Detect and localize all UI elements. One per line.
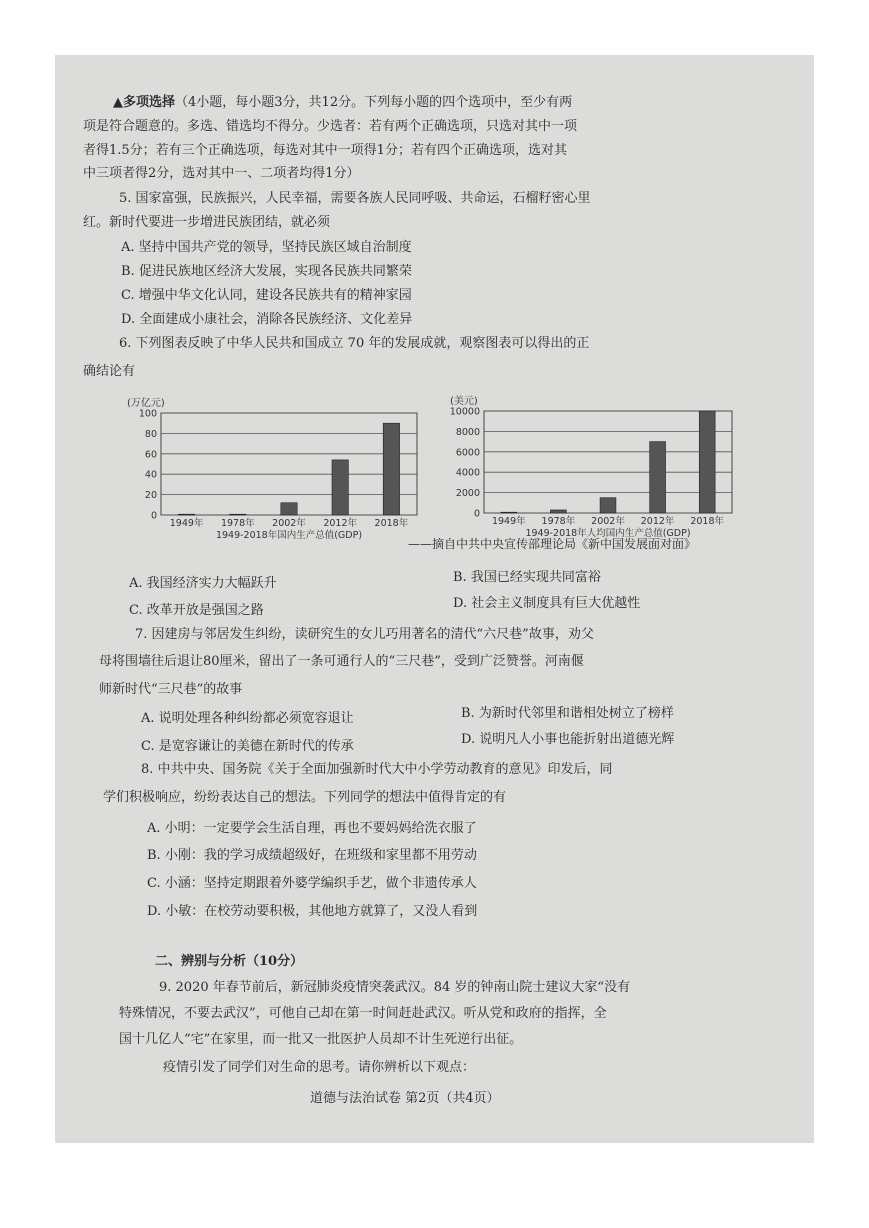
bar: [650, 442, 666, 513]
x-axis-label: 1949-2018年国内生产总值(GDP): [215, 530, 363, 541]
bar: [230, 514, 246, 515]
x-tick-label: 1949年: [491, 516, 526, 527]
y-tick-label: 100: [138, 408, 157, 420]
q6-option-c: C. 改革开放是强国之路: [129, 603, 264, 618]
q8-option-b: B. 小刚：我的学习成绩超级好，在班级和家里都不用劳动: [147, 848, 477, 863]
q7-option-d: D. 说明凡人小事也能折射出道德光辉: [461, 732, 675, 747]
q9-stem: 特殊情况，不要去武汉”，可他自己却在第一时间赶赴武汉。听从党和政府的指挥，全: [119, 1006, 607, 1021]
q6-stem: 6. 下列图表反映了中华人民共和国成立 70 年的发展成就，观察图表可以得出的正: [119, 336, 590, 351]
q6-option-b: B. 我国已经实现共同富裕: [453, 570, 601, 585]
x-tick-label: 2012年: [640, 516, 675, 527]
q7-option-c: C. 是宽容谦让的美德在新时代的传承: [141, 739, 354, 754]
bar: [383, 423, 399, 515]
gdp-chart: [123, 395, 423, 545]
section1-instruction: （4小题，每小题3分，共12分。下列每小题的四个选项中，至少有两: [175, 95, 573, 110]
q5-option-a: A. 坚持中国共产党的领导，坚持民族区域自治制度: [121, 240, 412, 255]
section1-instruction: 中三项者得2分，选对其中一、二项者均得1分）: [83, 166, 360, 181]
chart-unit-label: (美元): [450, 396, 478, 407]
q6-stem: 确结论有: [83, 364, 136, 379]
bar: [600, 498, 616, 513]
chart-unit-label: (万亿元): [127, 398, 165, 409]
section2-heading: 二、辨别与分析（10分）: [155, 954, 304, 969]
q8-option-c: C. 小涵：坚持定期跟着外婆学编织手艺，做个非遗传承人: [147, 876, 477, 891]
q9-prompt: 疫情引发了同学们对生命的思考。请你辨析以下观点：: [163, 1060, 476, 1075]
section1-heading: ▲多项选择: [113, 95, 175, 110]
q7-option-a: A. 说明处理各种纠纷都必须宽容退让: [141, 711, 354, 726]
y-tick-label: 8000: [455, 426, 480, 438]
y-tick-label: 4000: [455, 467, 480, 479]
q7-stem: 7. 因建房与邻居发生纠纷，读研究生的女儿巧用著名的清代“六尺巷”故事，劝父: [135, 627, 594, 642]
section1-instruction: 者得1.5分；若有三个正确选项，每选对其中一项得1分；若有四个正确选项，选对其: [83, 143, 567, 158]
section1-instruction: 项是符合题意的。多选、错选均不得分。少选者：若有两个正确选项，只选对其中一项: [83, 119, 578, 134]
x-tick-label: 2018年: [690, 516, 725, 527]
y-tick-label: 6000: [455, 447, 480, 459]
x-tick-label: 1978年: [220, 518, 255, 529]
y-tick-label: 0: [150, 510, 157, 522]
y-tick-label: 20: [144, 490, 157, 502]
q8-option-d: D. 小敏：在校劳动要积极，其他地方就算了，又没人看到: [147, 904, 478, 919]
bar: [550, 510, 566, 513]
q6-option-a: A. 我国经济实力大幅跃升: [129, 576, 277, 591]
x-tick-label: 1978年: [541, 516, 576, 527]
x-tick-label: 2018年: [374, 518, 409, 529]
q7-stem: 母将围墙往后退让80厘米，留出了一条可通行人的“三尺巷”，受到广泛赞誉。河南偃: [99, 654, 584, 669]
plot-frame: [161, 413, 417, 515]
y-tick-label: 40: [144, 469, 157, 481]
q5-option-b: B. 促进民族地区经济大发展，实现各民族共同繁荣: [121, 264, 412, 279]
exam-page: [55, 55, 814, 1143]
y-tick-label: 0: [473, 508, 480, 520]
q6-source: ——摘自中共中央宣传部理论局《新中国发展面对面》: [408, 537, 697, 551]
x-tick-label: 1949年: [169, 518, 204, 529]
x-axis-label: 1949-2018年人均国内生产总值(GDP): [525, 528, 691, 539]
x-tick-label: 2002年: [272, 518, 306, 529]
gdp-per-capita-chart: [438, 393, 738, 543]
bar: [332, 460, 348, 515]
q5-stem: 5. 国家富强，民族振兴，人民幸福，需要各族人民同呼吸、共命运，石榴籽密心里: [119, 191, 591, 206]
q5-option-d: D. 全面建成小康社会，消除各民族经济、文化差异: [121, 312, 413, 327]
q6-option-d: D. 社会主义制度具有巨大优越性: [453, 596, 641, 611]
q8-stem: 8. 中共中央、国务院《关于全面加强新时代大中小学劳动教育的意见》印发后，同: [141, 762, 613, 777]
page-footer: 道德与法治试卷 第2页（共4页）: [310, 1091, 500, 1106]
bar: [501, 512, 517, 513]
y-tick-label: 10000: [449, 406, 480, 418]
y-tick-label: 60: [144, 449, 157, 461]
q8-stem: 学们积极响应，纷纷表达自己的想法。下列同学的想法中值得肯定的有: [103, 790, 507, 805]
q8-option-a: A. 小明：一定要学会生活自理，再也不要妈妈给洗衣服了: [147, 821, 477, 836]
x-tick-label: 2002年: [591, 516, 625, 527]
q5-stem: 红。新时代要进一步增进民族团结，就必须: [83, 215, 331, 230]
bar: [178, 514, 194, 515]
q5-option-c: C. 增强中华文化认同，建设各民族共有的精神家园: [121, 288, 412, 303]
q7-option-b: B. 为新时代邻里和谐相处树立了榜样: [461, 706, 674, 721]
q9-stem: 9. 2020 年春节前后，新冠肺炎疫情突袭武汉。84 岁的钟南山院士建议大家“没有: [159, 980, 631, 995]
x-tick-label: 2012年: [323, 518, 358, 529]
q9-stem: 国十几亿人“宅”在家里，而一批又一批医护人员却不计生死逆行出征。: [119, 1032, 523, 1047]
q7-stem: 师新时代“三尺巷”的故事: [99, 682, 243, 697]
section1-line-1: [113, 94, 572, 112]
y-tick-label: 2000: [455, 488, 480, 500]
y-tick-label: 80: [144, 428, 157, 440]
bar: [281, 503, 297, 515]
bar: [699, 411, 715, 513]
